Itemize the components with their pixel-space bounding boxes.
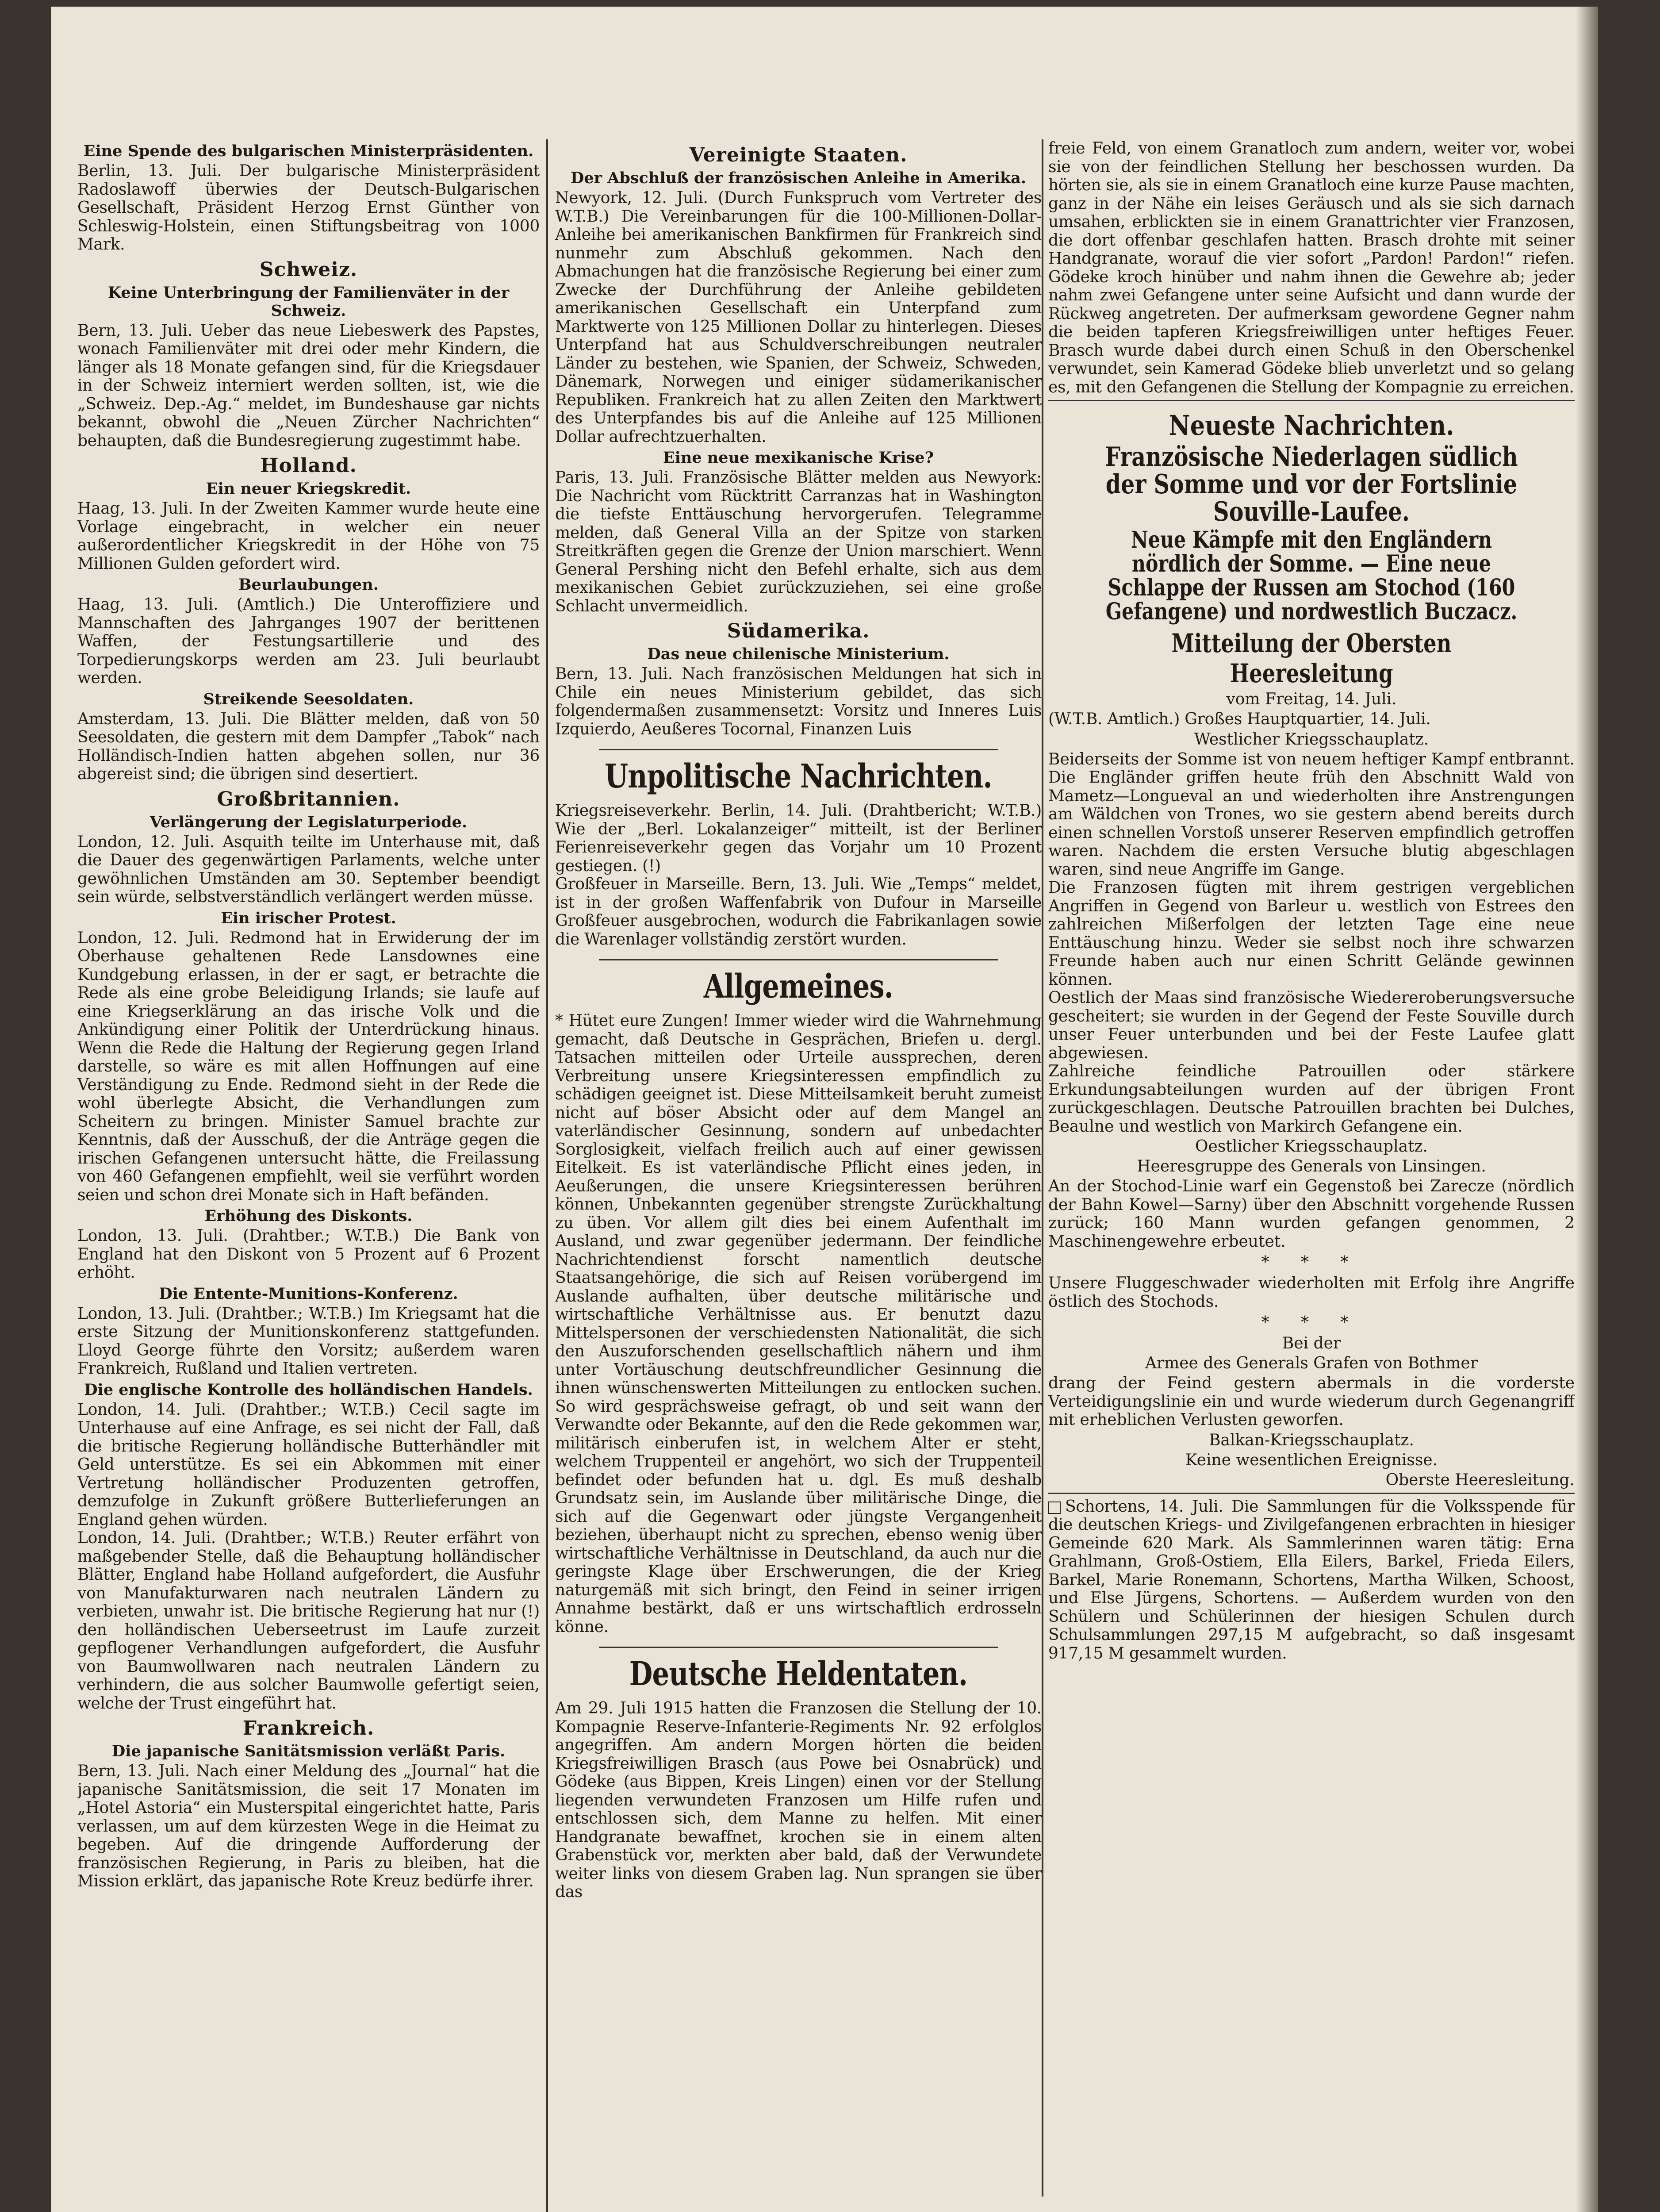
article-grossfeuer: Großfeuer in Marseille. Bern, 13. Juli. Wie „Temps“ meldet, ist in der großen Waffenfabrik von Dufour in Marseille Großfeuer ausgebrochen, wodurch die Fabrikanlagen sowie die Warenlager vollständig zerstört wurden. xyxy=(555,875,1042,949)
heading-ost: Oestlicher Kriegsschauplatz. xyxy=(1195,1137,1428,1156)
headline-kontrolle: Die englische Kontrolle des holländischen Handels. xyxy=(84,1380,533,1399)
headline-mexiko: Eine neue mexikanische Krise? xyxy=(663,449,934,467)
square-icon xyxy=(1048,1502,1061,1514)
article-seesold: Amsterdam, 13. Juli. Die Blätter melden, daß von 50 Seesoldaten, die gestern mit dem Dampfer „Tabok“ nach Holländisch-Indien hatten abgehen sollen, nur 36 abgereist sind; die übrigen sind desertiert. xyxy=(77,710,540,783)
headline-kredit: Ein neuer Kriegskredit. xyxy=(206,480,411,498)
report-west-3: Oestlich der Maas sind französische Wiedereroberungsversuche gescheitert; sie wurden in der Gegend der Feste Souville durch unser Feuer unterbunden und bei der Feste Laufee glatt abgewiesen. xyxy=(1048,989,1575,1062)
article-chile: Bern, 13. Juli. Nach französischen Meldungen hat sich in Chile ein neues Ministerium gebildet, das sich folgendermaßen zusammensetzt: Vorsitz und Inneres Luis Izquierdo, Aeußeres Tocornal, Finanzen Luis xyxy=(555,665,1042,738)
heading-bothmer: Armee des Generals Grafen von Bothmer xyxy=(1145,1354,1478,1372)
page-edge xyxy=(1576,7,1598,2212)
section-usa: Vereinigte Staaten. xyxy=(689,144,908,166)
divider-2 xyxy=(1048,1493,1575,1494)
article-mexiko: Paris, 13. Juli. Französische Blätter melden aus Newyork: Die Nachricht vom Rücktritt Carranzas hat in Washington die tiefste Enttäuschung hervorgerufen. Telegramme melden, daß General Villa an der Spitze von starken Streitkräften gegen die Grenze der Union marschiert. Wenn General Pershing nicht den Befehl erhalte, sich aus dem mexikanischen Gebiet zurückzuziehen, sei eine große Schlacht unvermeidlich. xyxy=(555,469,1042,615)
article-irisch: London, 12. Juli. Redmond hat in Erwiderung der im Oberhause gehaltenen Rede Lansdownes eine Kundgebung erlassen, in der er sagt, er betrachte die Rede als eine grobe Beleidigung Irlands; sie laufe auf eine Kriegserklärung an das irische Volk und die Ankündigung einer Politik der Unterdrückung hinaus. Wenn die Rede die Haltung der Regierung gegen Irland darstelle, so wäre es mit allen Hoffnungen auf eine Verständigung zu Ende. Redmond sieht in der Rede die wohl überlegte Absicht, die Verhandlungen zum Scheitern zu bringen. Minister Samuel brachte zur Kenntnis, daß der Ausschuß, der die Anträge gegen die irischen Gefangenen untersucht hätte, die Freilassung von 460 Gefangenen empfiehlt, weil sie verführt worden seien und schon drei Monate sich in Haft befänden. xyxy=(77,929,540,1204)
section-gb: Großbritannien. xyxy=(217,787,400,810)
column-3 xyxy=(1048,139,1575,2212)
lead-headline: Französische Niederlagen südlich der Somme und vor der Fortslinie Souville-Laufee. xyxy=(1105,442,1518,527)
headline-spende: Eine Spende des bulgarischen Ministerpräsidenten. xyxy=(83,142,534,160)
article-spende: Berlin, 13. Juli. Der bulgarische Ministerpräsident Radoslawoff überwies der Deutsch-Bulgarischen Gesellschaft, Präsident Herzog Ernst Günther von Schleswig-Holstein, einen Stiftungsbeitrag von 1000 Mark. xyxy=(77,162,540,253)
article-kredit: Haag, 13. Juli. In der Zweiten Kammer wurde heute eine Vorlage eingebracht, in welcher ein neuer außerordentlicher Kriegskredit in der Höhe von 75 Millionen Gulden gefordert wird. xyxy=(77,499,540,573)
separator-stars-1: * * * xyxy=(1261,1253,1362,1271)
article-kontrolle-2: London, 14. Juli. (Drahtber.; W.T.B.) Reuter erfährt von maßgebender Stelle, daß die Behauptung holländischer Blätter, England habe Holland aufgefordert, die Ausfuhr von Manufakturwaren nach neutralen Ländern zu verbieten, unwahr ist. Die britische Regierung hat nur (!) den holländischen Ueberseetrust im Laufe zurzeit gepflogener Verhandlungen aufgefordert, die Ausfuhr von Baumwollwaren nach neutralen Ländern zu verhindern, die aus solcher Baumwolle gefertigt seien, welche der Trust eingeführt hat. xyxy=(77,1529,540,1713)
separator-stars-2: * * * xyxy=(1261,1313,1362,1332)
section-frankreich: Frankreich. xyxy=(242,1717,375,1740)
headline-entente: Die Entente-Munitions-Konferenz. xyxy=(159,1284,458,1303)
section-allgemeines: Allgemeines. xyxy=(599,959,998,1006)
headline-irisch: Ein irischer Protest. xyxy=(221,909,396,927)
article-heldentaten-cont: freie Feld, von einem Granatloch zum andern, weiter vor, wobei sie von der feindlichen Stellung her beschossen wurden. Da hörten sie, als sie in einem Granatloch eine kurze Pause machten, ganz in der Nähe ein leises Geräusch und als sie sich darnach umsahen, erblickten sie in einem Granattrichter vier Franzosen, die dort offenbar geschlafen hatten. Brasch drohte mit seiner Handgranate, worauf die vier sofort „Pardon! Pardon!“ riefen. Gödeke kroch hinüber und nahm ihnen die Gewehre ab; jeder nahm zwei Gefangene unter seine Aufsicht und dann wurde der Rückweg angetreten. Der aufmerksam gewordene Gegner nahm die beiden tapferen Kriegsfreiwilligen unter heftiges Feuer. Brasch wurde dabei durch einen Schuß in den Oberschenkel verwundet, sein Kamerad Gödeke blieb unverletzt und so gelang es, mit den Gefangenen die Stellung der Kompagnie zu erreichen. xyxy=(1048,139,1575,396)
headline-beurl: Beurlaubungen. xyxy=(238,576,379,594)
text-bei-der: Bei der xyxy=(1282,1334,1341,1352)
section-unpolitisch: Unpolitische Nachrichten. xyxy=(599,749,998,795)
report-west-4: Zahlreiche feindliche Patrouillen oder stärkere Erkundungsabteilungen wurden auf der übrigen Front zurückgeschlagen. Deutsche Patrouillen brachten bei Dulches, Beaulne und westlich von Markirch Gefangene ein. xyxy=(1048,1062,1575,1136)
article-schweiz: Bern, 13. Juli. Ueber das neue Liebeswerk des Papstes, wonach Familienväter mit drei oder mehr Kindern, die länger als 18 Monate gefangen sind, für die Kriegsdauer in der Schweiz interniert werden sollten, ist, wie die „Schweiz. Dep.-Ag.“ meldet, im Bundeshause gar nichts bekannt, obwohl die „Neuen Zürcher Nachrichten“ behaupten, daß die Bundesregierung zugestimmt habe. xyxy=(77,321,540,450)
article-schortens-text: Schortens, 14. Juli. Die Sammlungen für die Volksspende für die deutschen Kriegs- und Zivilgefangenen erbrachten in hiesiger Gemeinde 620 Mark. Als Sammlerinnen waren tätig: Erna Grahlmann, Groß-Ostiem, Ella Eilers, Barkel, Frieda Eilers, Barkel, Marie Ronemann, Schortens, Martha Wilken, Schoost, und Else Jürgens, Schortens. — Außerdem wurden von den Schülern und Schülerinnen der hiesigen Schulen durch Schulsammlungen 297,15 M aufgebracht, so daß insgesamt 917,15 M gesammelt wurden. xyxy=(1048,1497,1575,1663)
article-anleihe: Newyork, 12. Juli. (Durch Funkspruch vom Vertreter des W.T.B.) Die Vereinbarungen für die 100-Millionen-Dollar-Anleihe bei amerikanischen Bankfirmen für Frankreich sind nunmehr zum Abschluß gekommen. Nach den Abmachungen hat die französische Regierung bei einer zum Zwecke der Durchführung der Anleihe gebildeten amerikanischen Gesellschaft ein Unterpfand zum Marktwerte von 125 Millionen Dollar zu hinterlegen. Dieses Unterpfand hat aus Schuldverschreibungen neutraler Länder zu bestehen, wie Spanien, der Schweiz, Schweden, Dänemark, Norwegen und einiger südamerikanischer Republiken. Frankreich hat zu allen Zeiten den Marktwert des Unterpfandes bis auf die Anleihe auf 125 Millionen Dollar aufrechtzuerhalten. xyxy=(555,189,1042,446)
sub-headline: Neue Kämpfe mit den Engländern nördlich der Somme. — Eine neue Schlappe der Russen am Stochod (160 Gefangene) und nordwestlich Buczacz. xyxy=(1105,526,1518,625)
section-suedamerika: Südamerika. xyxy=(727,620,870,642)
headline-ohl: Mitteilung der Obersten Heeresleitung xyxy=(1171,628,1452,688)
report-ost-3: drang der Feind gestern abermals in die vorderste Verteidigungslinie ein und wurde wiederum durch Gegenangriff mit erheblichen Verlusten geworfen. xyxy=(1048,1374,1575,1429)
heading-linsingen: Heeresgruppe des Generals von Linsingen. xyxy=(1137,1157,1486,1175)
report-ost-2: Unsere Fluggeschwader wiederholten mit Erfolg ihre Angriffe östlich des Stochods. xyxy=(1048,1274,1575,1311)
article-zungen: * Hütet eure Zungen! Immer wieder wird die Wahrnehmung gemacht, daß Deutsche in Gesprächen, Briefen u. dergl. Tatsachen mitteilen oder Urteile aussprechen, deren Verbreitung unsere Kriegsinteressen empfindlich zu schädigen geeignet ist. Diese Mitteilsamkeit beruht zumeist nicht auf böser Absicht oder auf dem Mangel an vaterländischer Gesinnung, sondern auf unbedachter Sorglosigkeit, vielfach freilich auch auf einer gewissen Eitelkeit. Es ist vaterländische Pflicht eines jeden, in Aeußerungen, die unsere Kriegsinteressen berühren können, Unbekannten gegenüber strengste Zurückhaltung zu üben. Vor allem gilt dies bei einem Aufenthalt im Ausland, und zwar gegenüber jedermann. Der feindliche Nachrichtendienst forscht namentlich deutsche Staatsangehörige, die sich auf Reisen vorübergend im Auslande aufhalten, über deutsche militärische und wirtschaftliche Verhältnisse aus. Er benutzt dazu Mittelspersonen der verschiedensten Nationalität, die sich den Auszuforschenden gesellschaftlich nähern und ihm unter Vortäuschung deutschfreundlicher Gesinnung die ihnen wünschenswerten Mitteilungen zu entlocken suchen. So wird gesprächsweise gefragt, ob und seit wann der Verwandte oder Bekannte, auf den die Rede gekommen war, militärisch einberufen ist, in welchem Alter er steht, welchem Truppenteil er angehört, wo sich der Truppenteil befindet oder befunden hat u. dgl. Es muß deshalb Grundsatz sein, im Auslande über militärische Dinge, die sich auf die Gegenwart oder jüngste Vergangenheit beziehen, überhaupt nicht zu sprechen, ebenso wenig über wirtschaftliche Verhältnisse in Deutschland, da auch nur die geringste Klage über Erschwerungen, die der Krieg naturgemäß mit sich bringt, den Feind in seiner irrigen Annahme bestärkt, daß er uns wirtschaftlich erdrosseln könne. xyxy=(555,1012,1042,1636)
column-1 xyxy=(77,139,540,2212)
headline-anleihe: Der Abschluß der französischen Anleihe in Amerika. xyxy=(570,169,1027,187)
article-diskont: London, 13. Juli. (Drahtber.; W.T.B.) Die Bank von England hat den Diskont von 5 Prozent auf 6 Prozent erhöht. xyxy=(77,1227,540,1282)
report-ost-1: An der Stochod-Linie warf ein Gegenstoß bei Zarecze (nördlich der Bahn Kowel—Sarny) über den Abschnitt vorgehende Russen zurück; 160 Mann wurden gefangen genommen, 2 Maschinengewehre erbeutet. xyxy=(1048,1177,1575,1251)
headline-diskont: Erhöhung des Diskonts. xyxy=(204,1207,413,1225)
column-rule-1 xyxy=(546,139,548,2212)
divider xyxy=(1048,400,1575,401)
section-holland: Holland. xyxy=(260,454,357,477)
report-west-1: Beiderseits der Somme ist von neuem heftiger Kampf entbrannt. Die Engländer griffen heute früh den Abschnitt Wald von Mametz—Longueval an und wiederholten ihre Anstrengungen am Wäldchen von Trones, wo sie gestern abend bereits durch einen schnellen Vorstoß unserer Reserven empfindlich getroffen waren. Nachdem die ersten Versuche blutig abgeschlagen waren, sind neue Angriffe im Gange. xyxy=(1048,750,1575,879)
article-schortens xyxy=(1048,1498,1575,1663)
ohl-date: vom Freitag, 14. Juli. xyxy=(1226,690,1397,708)
heading-west: Westlicher Kriegsschauplatz. xyxy=(1194,730,1429,749)
article-beurl: Haag, 13. Juli. (Amtlich.) Die Unteroffiziere und Mannschaften des Jahrganges 1907 der berittenen Waffen, der Festungsartillerie und des Torpedierungskorps werden am 23. Juli beurlaubt werden. xyxy=(77,595,540,687)
text-keine-ereignisse: Keine wesentlichen Ereignisse. xyxy=(1185,1451,1438,1469)
headline-chile: Das neue chilenische Ministerium. xyxy=(647,645,950,663)
ohl-source: (W.T.B. Amtlich.) Großes Hauptquartier, 14. Juli. xyxy=(1048,710,1431,728)
signature-ohl: Oberste Heeresleitung. xyxy=(1385,1471,1575,1489)
headline-legis: Verlängerung der Legislaturperiode. xyxy=(150,813,468,831)
article-legis: London, 12. Juli. Asquith teilte im Unterhause mit, daß die Dauer des gegenwärtigen Parlaments, welche unter gewöhnlichen Umständen am 30. September beendigt sein würde, selbstverständlich verlängert werden müsse. xyxy=(77,833,540,906)
article-kontrolle-1: London, 14. Juli. (Drahtber.; W.T.B.) Cecil sagte im Unterhause auf eine Anfrage, es sei nicht der Fall, daß die britische Regierung holländische Butterhändler mit Geld unterstütze. Es sei ein Abkommen mit einer Vertretung holländischer Produzenten getroffen, demzufolge in Zukunft größere Butterlieferungen an England gehen würden. xyxy=(77,1400,540,1529)
column-rule-2 xyxy=(1042,139,1043,2197)
heading-balkan: Balkan-Kriegsschauplatz. xyxy=(1209,1431,1414,1449)
article-heldentaten: Am 29. Juli 1915 hatten die Franzosen die Stellung der 10. Kompagnie Reserve-Infanterie-Regiments Nr. 92 erfolglos angegriffen. Am andern Morgen hörten die beiden Kriegsfreiwilligen Brasch (aus Powe bei Osnabrück) und Gödeke (aus Bippen, Kreis Lingen) einen vor der Stellung liegenden verwundeten Franzosen um Hilfe rufen und entschlossen sich, dem Manne zu helfen. Mit einer Handgranate bewaffnet, krochen sie in einem alten Grabenstück vor, merkten aber bald, daß der Verwundete weiter links von diesem Graben lag. Nun sprangen sie über das xyxy=(555,1699,1042,1901)
headline-seesold: Streikende Seesoldaten. xyxy=(203,690,414,708)
section-schweiz: Schweiz. xyxy=(259,258,358,281)
section-neueste: Neueste Nachrichten. xyxy=(1169,409,1454,442)
newspaper-page xyxy=(51,7,1598,2212)
headline-sanit: Die japanische Sanitätsmission verläßt Paris. xyxy=(111,1742,506,1760)
article-sanit: Bern, 13. Juli. Nach einer Meldung des „Journal“ hat die japanische Sanitätsmission, die seit 17 Monaten im „Hotel Astoria“ ein Musterspital eingerichtet hatte, Paris verlassen, um auf dem kürzesten Wege in die Heimat zu begeben. Auf die dringende Aufforderung der französischen Regierung, in Paris zu bleiben, hat die Mission erklärt, das japanische Rote Kreuz bedürfe ihrer. xyxy=(77,1762,540,1890)
column-2 xyxy=(555,139,1042,2212)
article-reiseverkehr: Kriegsreiseverkehr. Berlin, 14. Juli. (Drahtbericht; W.T.B.) Wie der „Berl. Lokalanzeiger“ mitteilt, ist der Berliner Ferienreiseverkehr gegen das Vorjahr um 10 Prozent gestiegen. (!) xyxy=(555,802,1042,875)
headline-schweiz: Keine Unterbringung der Familienväter in der Schweiz. xyxy=(107,283,510,320)
article-entente: London, 13. Juli. (Drahtber.; W.T.B.) Im Kriegsamt hat die erste Sitzung der Munitionskonferenz stattgefunden. Lloyd George führte den Vorsitz; außerdem waren Frankreich, Rußland und Italien vertreten. xyxy=(77,1304,540,1378)
section-heldentaten: Deutsche Heldentaten. xyxy=(599,1647,998,1693)
report-west-2: Die Franzosen fügten mit ihrem gestrigen vergeblichen Angriffen in Gegend von Barleur u. westlich von Estrees den zahlreichen Mißerfolgen der letzten Tage eine neue Enttäuschung hinzu. Weder sie selbst noch ihre schwarzen Freunde haben auch nur einen Schritt Gelände gewinnen können. xyxy=(1048,879,1575,989)
